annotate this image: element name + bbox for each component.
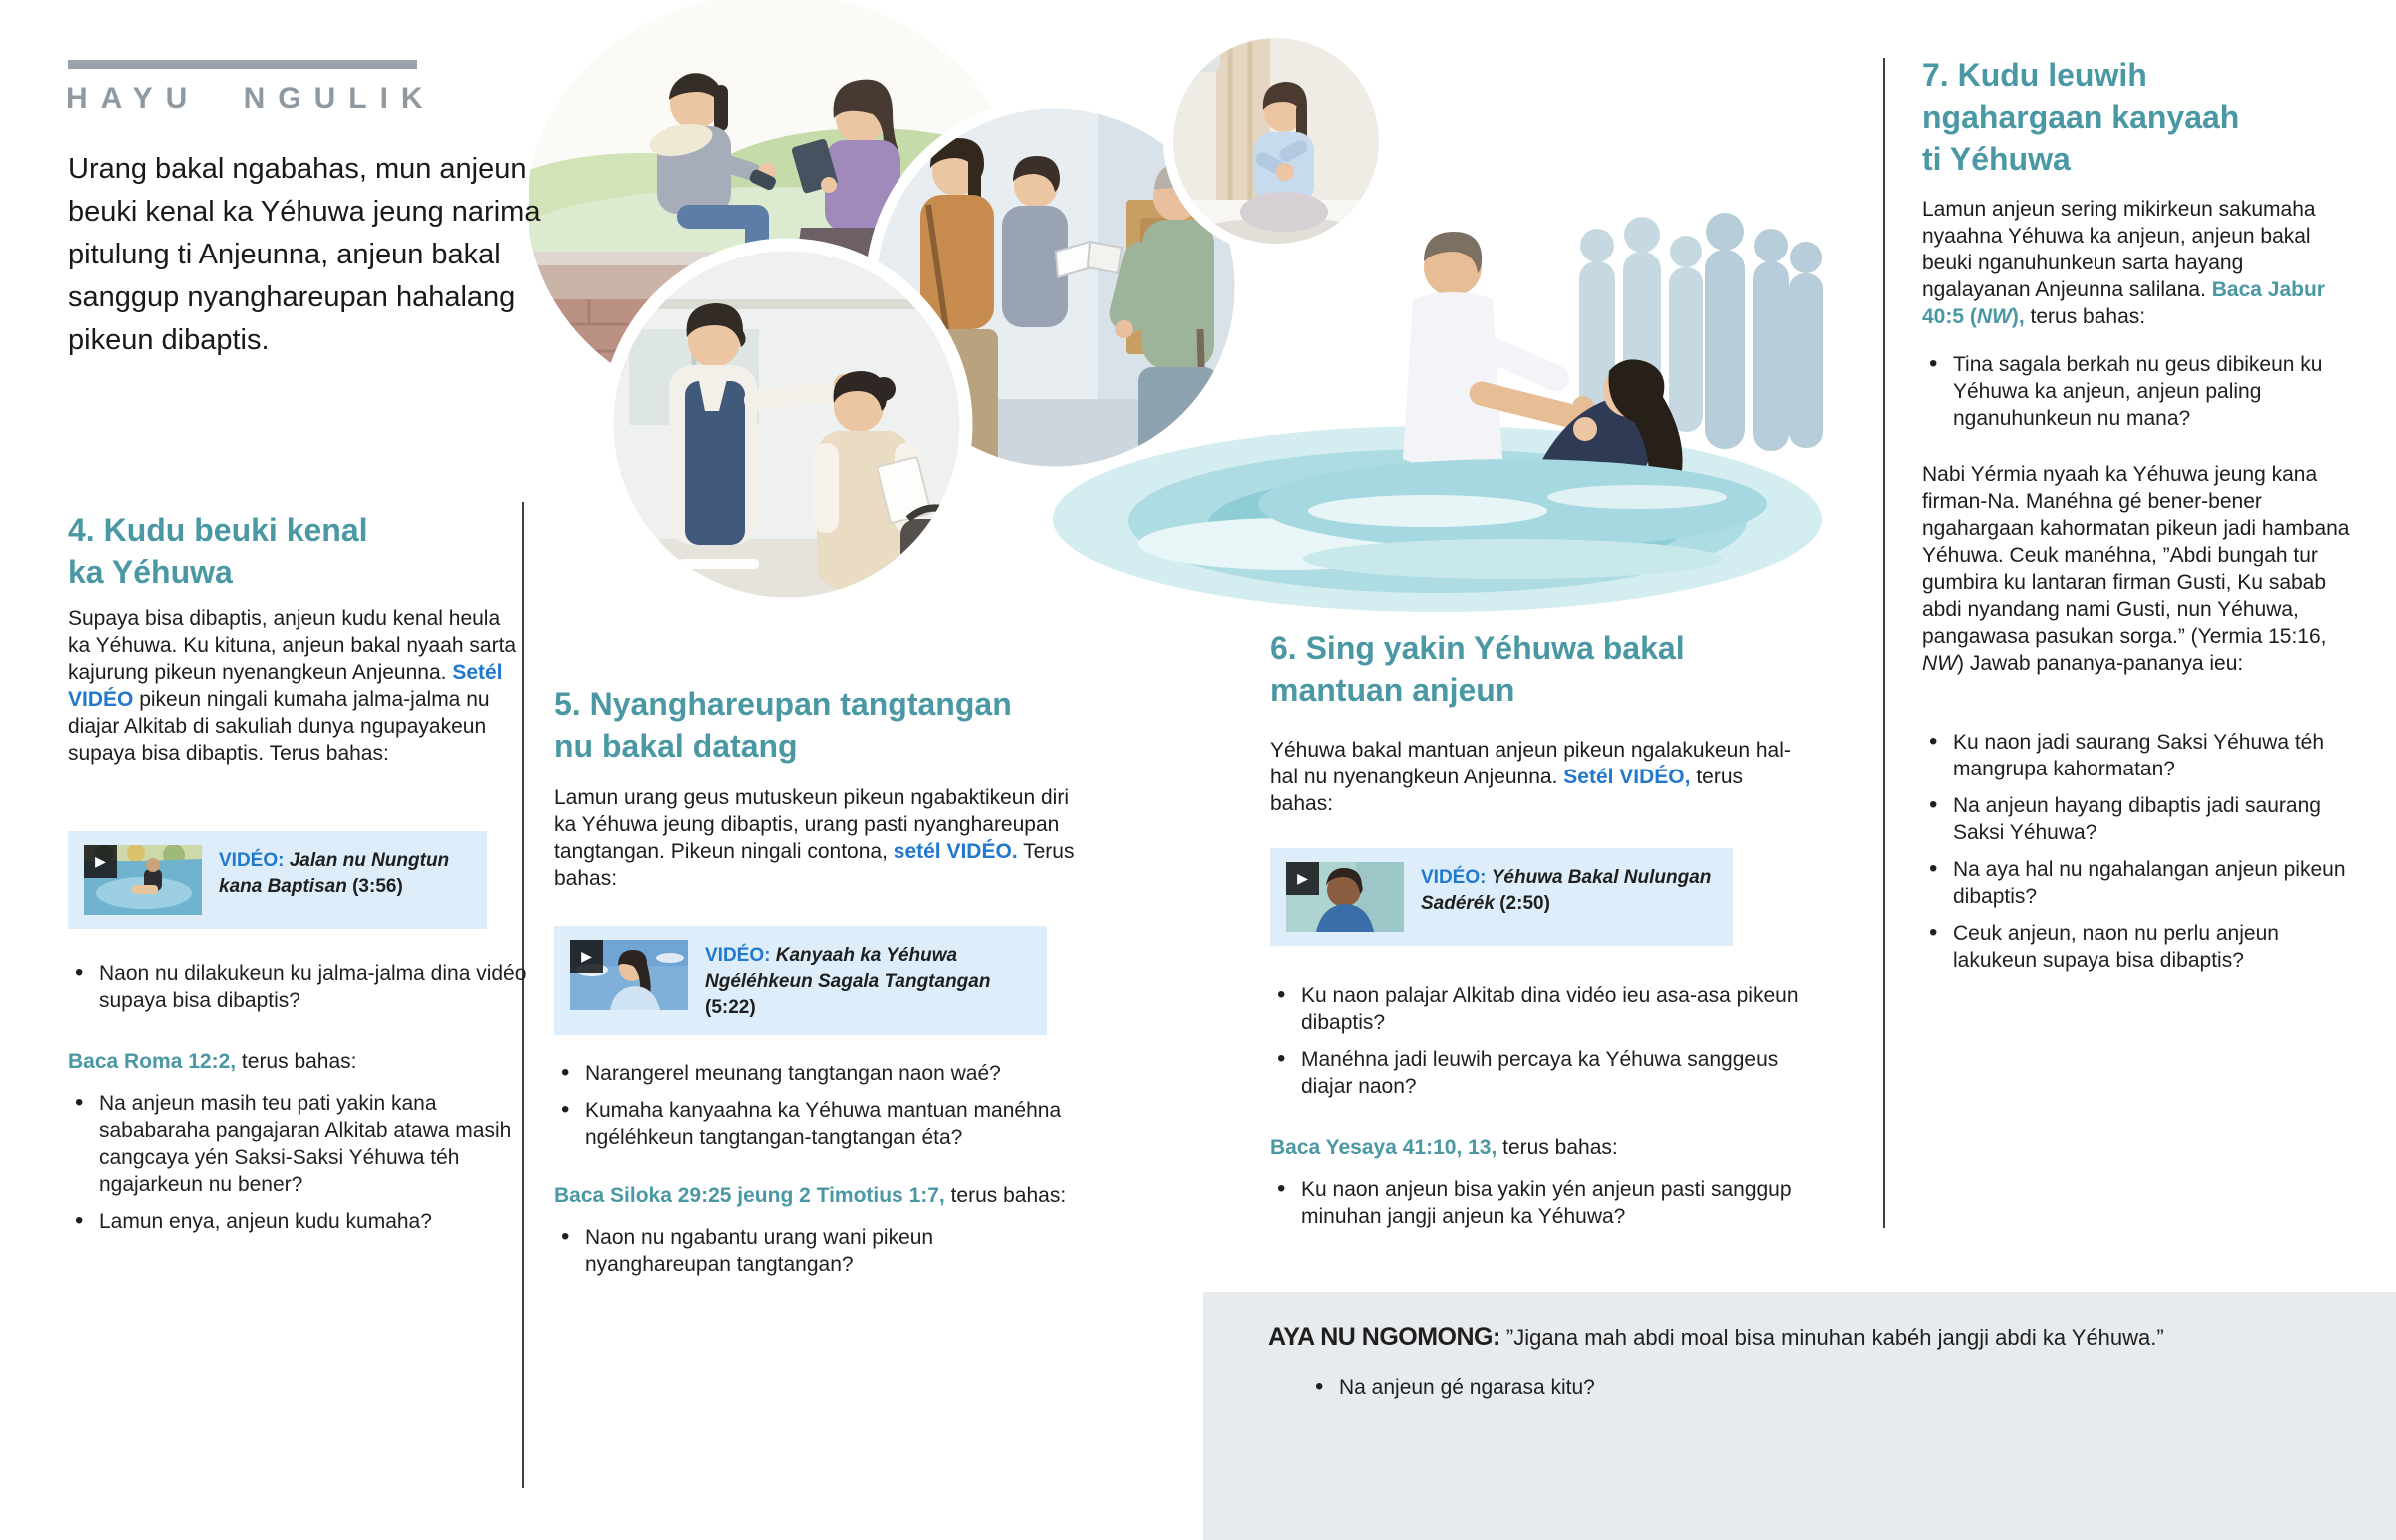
list-item	[1922, 351, 2357, 432]
section7-question-list2	[1922, 729, 2361, 984]
question-text: Ku naon palajar Alkitab dina vidéo ieu asa-asa pikeun dibaptis?	[1301, 984, 1799, 1034]
question-text: Naon nu dilakukeun ku jalma-jalma dina vidéo supaya bisa dibaptis?	[99, 962, 527, 1012]
section4-video-link[interactable]: Setél VIDÉO	[68, 661, 503, 711]
section4-video-box[interactable]	[68, 831, 487, 929]
question-text: Narangerel meunang tangtangan naon waé?	[585, 1062, 1001, 1085]
section5-paragraph	[554, 784, 1083, 892]
question-text: Kumaha kanyaahna ka Yéhuwa mantuan manéhna ngéléhkeun tangtangan-tangtangan éta?	[585, 1099, 1062, 1149]
section5-video-caption	[705, 940, 1031, 1021]
section6-question-list2	[1270, 1176, 1809, 1240]
video-title: Kanyaah ka Yéhuwa Ngéléhkeun Sagala Tangtangan	[705, 945, 991, 992]
section4-paragraph-text2: pikeun ningali kumaha jalma-jalma nu diajar Alkitab di sakuliah dunya ngupayakeun supaya bisa dibaptis. Terus bahas:	[68, 688, 490, 765]
question-text: Ku naon jadi saurang Saksi Yéhuwa téh mangrupa kahormatan?	[1953, 731, 2325, 780]
section6-read-line	[1270, 1134, 1829, 1161]
question-text: Na anjeun gé ngarasa kitu?	[1339, 1376, 1595, 1399]
section6-paragraph-text2: terus bahas:	[1270, 766, 1744, 815]
scripture-link-text2: ),	[2011, 305, 2025, 328]
read-line-text: terus bahas:	[2024, 305, 2146, 328]
question-text: Tina sagala berkah nu geus dibikeun ku Yéhuwa ka anjeun, anjeun paling nganuhunkeun nu mana?	[1953, 353, 2323, 430]
section4-read-line	[68, 1048, 533, 1075]
list-item	[1270, 982, 1829, 1036]
section5-question-list2	[554, 1224, 1053, 1287]
scripture-link-italic: NW	[1976, 305, 2012, 328]
translation-abbr: NW	[1922, 652, 1957, 675]
list-item	[554, 1060, 1093, 1087]
question-text: Na aya hal nu ngahalangan anjeun pikeun dibaptis?	[1953, 858, 2346, 908]
section7-paragraph2-text: Nabi Yérmia nyaah ka Yéhuwa jeung kana firman-Na. Manéhna gé bener-bener ngahargaan kahormatan pikeun jadi hambana Yéhuwa. Ceuk manéhna, ”Abdi bungah tur gumbira ku lantaran firman Gusti, Ku sabab abdi nyandang nami Gusti, nun Yéhuwa, pangawasa pasukan sorga.” (Yermia 15:16,	[1922, 463, 2350, 648]
someone-says-label: AYA NU NGOMONG:	[1268, 1323, 1500, 1351]
list-item	[68, 1208, 533, 1235]
section5-paragraph-text: Lamun urang geus mutuskeun pikeun ngabaktikeun diri ka Yéhuwa jeung dibaptis, urang pasti nyanghareupan tangtangan. Pikeun ningali contona,	[554, 786, 1070, 863]
section5-read-line	[554, 1182, 1113, 1209]
section5-scripture-link[interactable]: Baca Siloka 29:25 jeung 2 Timotius 1:7,	[554, 1184, 945, 1207]
section7-paragraph1	[1922, 196, 2357, 330]
section5-video-link[interactable]: setél VIDÉO.	[893, 840, 1018, 863]
section5-question-list	[554, 1060, 1093, 1161]
question-text: Manéhna jadi leuwih percaya ka Yéhuwa sanggeus diajar naon?	[1301, 1048, 1779, 1098]
video-title: Jalan nu Nungtun kana Baptisan	[219, 850, 450, 897]
read-line-text: terus bahas:	[1497, 1136, 1618, 1159]
section7-paragraph2	[1922, 461, 2357, 677]
list-item	[554, 1097, 1093, 1151]
section6-video-caption	[1421, 862, 1717, 917]
kicker-label: HAYU NGULIK	[66, 82, 436, 115]
section6-question-list	[1270, 982, 1829, 1110]
section7-question-list	[1922, 351, 2357, 442]
someone-says-box	[1203, 1292, 2396, 1540]
list-item	[1308, 1374, 2206, 1401]
question-text: Ku naon anjeun bisa yakin yén anjeun pasti sanggup minuhan jangji anjeun ka Yéhuwa?	[1301, 1178, 1792, 1228]
section5-video-box[interactable]	[554, 926, 1047, 1035]
read-line-text: terus bahas:	[236, 1050, 357, 1073]
section4-scripture-link[interactable]: Baca Roma 12:2,	[68, 1050, 237, 1073]
question-text: Ceuk anjeun, naon nu perlu anjeun lakukeun supaya bisa dibaptis?	[1953, 922, 2279, 972]
video-label: VIDÉO:	[1421, 867, 1487, 888]
someone-says-question-list	[1308, 1374, 2206, 1411]
intro-paragraph: Urang bakal ngabahas, mun anjeun beuki kenal ka Yéhuwa jeung narima pitulung ti Anjeunna, anjeun bakal sanggup nyanghareupan hahalang pikeun dibaptis.	[68, 153, 541, 356]
section4-question-list2	[68, 1090, 533, 1245]
section6-video-link[interactable]: Setél VIDÉO,	[1563, 766, 1691, 788]
question-text: Lamun enya, anjeun kudu kumaha?	[99, 1210, 432, 1233]
list-item	[1922, 920, 2361, 974]
section4-title: 4. Kudu beuki kenal ka Yéhuwa	[68, 512, 368, 590]
section5-title: 5. Nyanghareupan tangtangan nu bakal datang	[554, 686, 1012, 764]
video-duration: (5:22)	[705, 997, 756, 1018]
section4-video-caption	[219, 845, 471, 900]
read-line-text: terus bahas:	[944, 1184, 1067, 1207]
section7-paragraph-text: Lamun anjeun sering mikirkeun sakumaha nyaahna Yéhuwa ka anjeun, anjeun bakal beuki nganuhunkeun sarta hayang ngalayanan Anjeunna salilana.	[1922, 198, 2316, 301]
column-divider-right	[1883, 58, 1885, 1228]
section6-paragraph	[1270, 737, 1809, 817]
someone-says-quote: ”Jigana mah abdi moal bisa minuhan kabéh jangji abdi ka Yéhuwa.”	[1499, 1325, 2164, 1350]
section6-title: 6. Sing yakin Yéhuwa bakal mantuan anjeun	[1270, 630, 1685, 708]
section4-paragraph-text: Supaya bisa dibaptis, anjeun kudu kenal heula ka Yéhuwa. Ku kituna, anjeun bakal nyaah sarta kajurung pikeun nyenangkeun Anjeunna.	[68, 607, 517, 684]
list-item	[68, 960, 533, 1014]
video-duration: (2:50)	[1499, 893, 1550, 914]
video-title: Yéhuwa Bakal Nulungan Sadérék	[1421, 867, 1712, 914]
list-item	[1922, 729, 2361, 782]
list-item	[1922, 792, 2361, 846]
illustration-collage	[529, 0, 1837, 639]
section7-paragraph2-text2: ) Jawab pananya-pananya ieu:	[1957, 652, 2244, 675]
section5-paragraph-text2: Terus bahas:	[554, 840, 1075, 890]
list-item	[1270, 1046, 1829, 1100]
section5-video-thumbnail[interactable]	[570, 940, 688, 1010]
question-text: Naon nu ngabantu urang wani pikeun nyanghareupan tangtangan?	[585, 1226, 934, 1276]
section4-video-thumbnail[interactable]	[84, 845, 202, 915]
section6-video-box[interactable]	[1270, 848, 1733, 946]
section6-paragraph-text: Yéhuwa bakal mantuan anjeun pikeun ngalakukeun hal-hal nu nyenangkeun Anjeunna.	[1270, 739, 1791, 788]
list-item	[554, 1224, 1053, 1278]
kicker-rule	[68, 60, 417, 69]
list-item	[68, 1090, 533, 1198]
someone-says-line	[1268, 1322, 2346, 1353]
play-icon[interactable]: ▶	[84, 845, 117, 878]
list-item	[1270, 1176, 1809, 1230]
question-text: Na anjeun masih teu pati yakin kana sababaraha pangajaran Alkitab atawa masih cangcaya yén Saksi-Saksi Yéhuwa téh ngajarkeun nu bener?	[99, 1092, 512, 1196]
section7-title: 7. Kudu leuwih ngahargaan kanyaah ti Yéhuwa	[1922, 57, 2240, 177]
video-label: VIDÉO:	[705, 945, 771, 966]
section4-question-list	[68, 960, 533, 1024]
section6-video-thumbnail[interactable]	[1286, 862, 1404, 932]
section4-paragraph	[68, 605, 523, 767]
play-icon[interactable]: ▶	[570, 940, 603, 973]
scripture-link-text: Baca Jabur 40:5 (	[1922, 278, 2325, 328]
video-duration: (3:56)	[352, 876, 403, 897]
video-label: VIDÉO:	[219, 850, 285, 871]
question-text: Na anjeun hayang dibaptis jadi saurang Saksi Yéhuwa?	[1953, 794, 2321, 844]
list-item	[1922, 856, 2361, 910]
section6-scripture-link[interactable]: Baca Yesaya 41:10, 13,	[1270, 1136, 1498, 1159]
play-icon[interactable]: ▶	[1286, 862, 1319, 895]
